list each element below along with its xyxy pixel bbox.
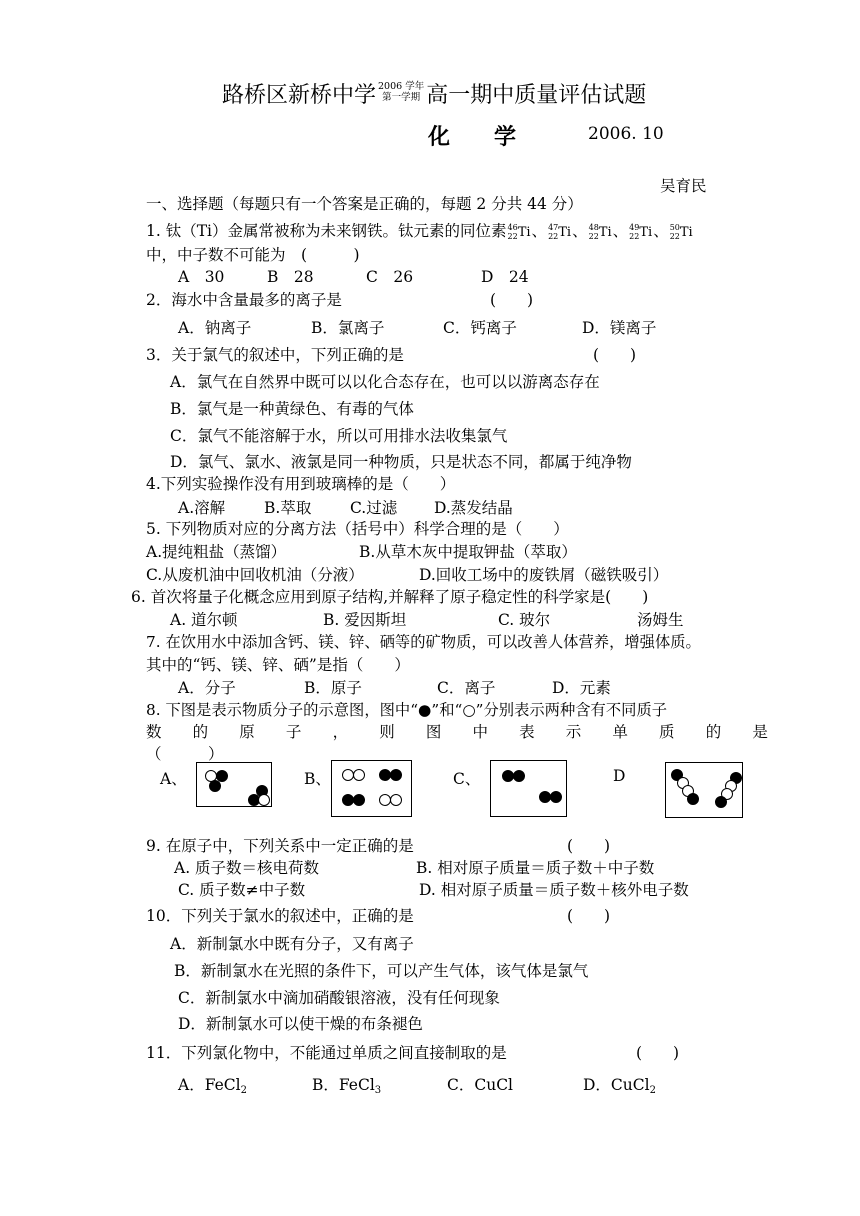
q10-option-a: A．新制氯水中既有分子，又有离子: [170, 935, 414, 953]
isotope-separator: 、: [572, 222, 588, 240]
q8-stem-word: 原: [239, 723, 255, 741]
q4-stem: 4.下列实验操作没有用到玻璃棒的是（ ）: [146, 475, 456, 493]
q7-option-a: A．分子: [178, 679, 236, 697]
q8-diagram-d: [665, 762, 743, 818]
q8-stem-word: 是: [752, 723, 768, 741]
q6-stem: 6. 首次将量子化概念应用到原子结构,并解释了原子稳定性的科学家是( ): [131, 588, 649, 606]
q7-stem: 7. 在饮用水中添加含钙、镁、锌、硒等的矿物质，可以改善人体营养，增强体质。: [146, 633, 701, 651]
isotope-symbol: Ti: [639, 225, 653, 240]
isotope-symbol: Ti: [517, 225, 531, 240]
q11-option-a: A．FeCl$_2$: [178, 1076, 247, 1096]
q2-option-a: A．钠离子: [178, 319, 252, 337]
q1-stem-cont: 中，中子数不可能为 ( ): [146, 246, 360, 264]
q1-option-a: A 30: [178, 268, 225, 286]
q7-option-b: B．原子: [304, 679, 362, 697]
q11-option-b: B．FeCl$_3$: [312, 1076, 382, 1096]
q8-diagram-a: [196, 762, 272, 807]
title-school: 路桥区新桥中学: [222, 83, 377, 108]
q8-stem-word: 子: [285, 723, 302, 741]
author-name: 吴育民: [660, 177, 707, 195]
isotope-separator: 、: [612, 222, 629, 240]
q8-stem-word: 质: [659, 723, 675, 741]
q8-diagram-b: [331, 760, 412, 817]
isotope-notation: [548, 221, 571, 243]
q3-option-d: D．氯气、氯水、液氯是同一种物质，只是状态不同，都属于纯净物: [170, 453, 632, 471]
section-heading: 一、选择题（每题只有一个答案是正确的，每题 2 分共 44 分）: [146, 195, 583, 213]
q2-option-c: C．钙离子: [443, 319, 517, 337]
q3-option-b: B．氯气是一种黄绿色、有毒的气体: [170, 400, 414, 418]
q4-option-d: D.蒸发结晶: [434, 499, 513, 517]
q8-stem-word: 示: [565, 723, 582, 741]
q1-stem: 1. 钛（Ti）金属常被称为未来钢铁。钛元素的同位素46 22Ti、47 22Ti、48 22Ti、49 22Ti、50 22Ti: [146, 222, 693, 241]
isotope-mass-number: 48: [588, 223, 599, 232]
q10-stem: 10．下列关于氯水的叙述中，正确的是: [146, 907, 414, 925]
q8-stem-word: 单: [612, 723, 628, 741]
q8-label-b: B、: [304, 770, 331, 788]
q2-stem: 2．海水中含量最多的离子是: [146, 291, 342, 309]
q4-option-b: B.萃取: [264, 499, 312, 517]
isotope-notation: [589, 221, 612, 243]
isotope-atomic-number: 22: [507, 232, 518, 241]
q5-option-c: C.从废机油中回收机油（分液）: [146, 566, 364, 584]
q8-stem-word: 则: [379, 723, 395, 741]
q8-stem-word: 表: [519, 723, 535, 741]
q3-option-a: A．氯气在自然界中既可以以化合态存在，也可以以游离态存在: [170, 373, 600, 391]
black-atom: [715, 796, 727, 808]
isotope-notation: [508, 221, 531, 243]
exam-title: [222, 80, 646, 112]
q8-diagram-c: [490, 760, 567, 817]
q11-option-c: C．CuCl: [447, 1076, 514, 1094]
q6-option-b: B. 爱因斯坦: [323, 611, 407, 629]
q10-answer-paren: ( ): [567, 907, 611, 925]
isotope-notation: [629, 221, 652, 243]
q5-option-d: D.回收工场中的废铁屑（磁铁吸引）: [419, 566, 669, 584]
q6-option-c: C. 玻尔: [498, 611, 551, 629]
q8-stem-word: 的: [192, 723, 209, 741]
q2-option-b: B．氯离子: [311, 319, 385, 337]
black-atom: [687, 793, 699, 805]
q4-option-a: A.溶解: [178, 499, 226, 517]
q8-stem-word: 图: [425, 723, 442, 741]
q2-answer-paren: ( ): [490, 291, 534, 309]
q8-answer-paren: （ ）: [146, 745, 224, 763]
isotope-atomic-number: 22: [669, 232, 680, 241]
q3-answer-paren: ( ): [593, 346, 637, 364]
isotope-notation: [670, 221, 693, 243]
q8-label-d: D: [613, 767, 626, 785]
q10-option-c: C．新制氯水中滴加硝酸银溶液，没有任何现象: [178, 989, 500, 1007]
title-term: 2006 学年 第一学期: [378, 81, 425, 103]
q8-label-c: C、: [453, 770, 481, 788]
q8-stem: 8. 下图是表示物质分子的示意图，图中“●”和“○”分别表示两种含有不同质子: [146, 701, 668, 719]
isotope-mass-number: 47: [548, 223, 559, 232]
q9-option-d: D. 相对原子质量＝质子数＋核外电子数: [419, 881, 689, 899]
q9-stem: 9. 在原子中，下列关系中一定正确的是: [146, 837, 414, 855]
isotope-mass-number: 49: [629, 223, 640, 232]
q8-stem-cont: [146, 722, 768, 742]
exam-date: 2006. 10: [588, 124, 664, 144]
q5-stem: 5. 下列物质对应的分离方法（括号中）科学合理的是（ ）: [146, 520, 569, 538]
isotope-separator: 、: [531, 222, 548, 240]
q9-option-a: A. 质子数＝核电荷数: [174, 859, 320, 877]
q8-stem-word: 数: [146, 723, 162, 741]
isotope-mass-number: 46: [507, 223, 518, 232]
q7-option-c: C．离子: [437, 679, 496, 697]
black-atom: [353, 794, 365, 806]
isotope-separator: 、: [653, 222, 669, 240]
isotope-atomic-number: 22: [548, 232, 559, 241]
q5-option-b: B.从草木灰中提取钾盐（萃取）: [359, 543, 577, 561]
q6-option-d: 汤姆生: [637, 611, 684, 629]
q10-option-d: D．新制氯水可以使干燥的布条褪色: [178, 1015, 423, 1033]
q9-answer-paren: ( ): [567, 837, 611, 855]
black-atom: [390, 769, 402, 781]
subject-title: 化 学: [428, 124, 517, 150]
q5-option-a: A.提纯粗盐（蒸馏）: [146, 543, 287, 561]
black-atom: [513, 770, 525, 782]
isotope-mass-number: 50: [669, 223, 680, 232]
q10-option-b: B．新制氯水在光照的条件下，可以产生气体，该气体是氯气: [174, 962, 589, 980]
q6-option-a: A. 道尔顿: [170, 611, 238, 629]
isotope-symbol: Ti: [598, 225, 612, 240]
isotope-symbol: Ti: [679, 225, 693, 240]
q1-option-c: C 26: [366, 268, 414, 286]
q4-option-c: C.过滤: [350, 499, 398, 517]
isotope-atomic-number: 22: [588, 232, 599, 241]
isotope-atomic-number: 22: [629, 232, 640, 241]
q2-option-d: D．镁离子: [582, 319, 657, 337]
q8-label-a: A、: [160, 770, 187, 788]
q7-stem-cont: 其中的“钙、镁、锌、硒”是指（ ）: [146, 656, 410, 674]
q1-option-b: B 28: [267, 268, 314, 286]
q8-stem-word: 中: [472, 723, 488, 741]
q1-option-d: D 24: [481, 268, 529, 286]
q11-option-d: D．CuCl$_2$: [583, 1076, 656, 1096]
q8-stem-word: 的: [705, 723, 722, 741]
black-atom: [550, 791, 562, 803]
q3-stem: 3．关于氯气的叙述中，下列正确的是: [146, 346, 404, 364]
q7-option-d: D．元素: [552, 679, 611, 697]
q11-stem: 11．下列氯化物中，不能通过单质之间直接制取的是: [146, 1044, 507, 1062]
q8-stem-word: ，: [332, 723, 349, 741]
isotope-symbol: Ti: [558, 225, 572, 240]
title-exam: 高一期中质量评估试题: [426, 83, 647, 108]
q11-answer-paren: ( ): [636, 1044, 680, 1062]
q3-option-c: C．氯气不能溶解于水，所以可用排水法收集氯气: [170, 427, 508, 445]
white-atom: [390, 794, 402, 806]
white-atom: [258, 794, 270, 806]
isotope-list: [507, 222, 694, 240]
white-atom: [353, 769, 365, 781]
q9-option-c: C. 质子数≠中子数: [178, 881, 306, 899]
black-atom: [209, 780, 221, 792]
q9-option-b: B. 相对原子质量＝质子数＋中子数: [416, 859, 655, 877]
